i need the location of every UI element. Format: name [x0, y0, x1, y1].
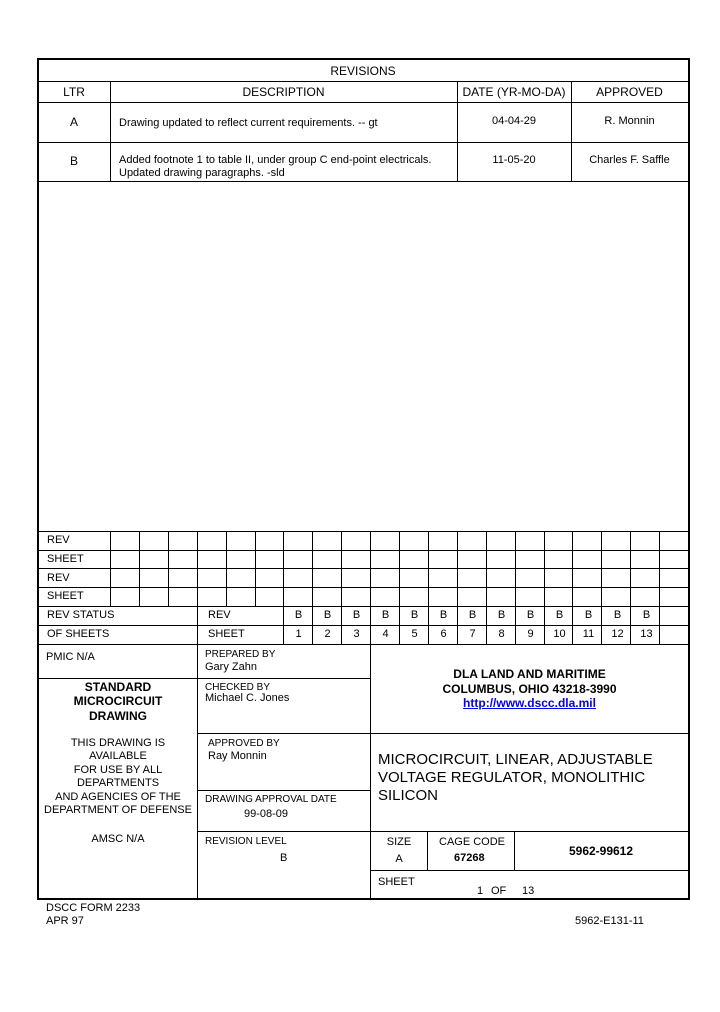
size-value: A	[395, 853, 403, 865]
rev-status-cell: B	[323, 609, 332, 621]
rev-status-cell: B	[381, 609, 390, 621]
rev-status-cell: B	[352, 609, 361, 621]
sheet-number-cell: 7	[469, 628, 476, 640]
revision-approver: Charles F. Saffle	[589, 154, 670, 166]
approval-date: 99-08-09	[244, 808, 289, 820]
sheet-of: OF	[491, 885, 507, 897]
sheet-number-cell: 13	[640, 628, 653, 640]
rev-status-cell: B	[294, 609, 303, 621]
prepared-by-label: PREPARED BY	[205, 649, 276, 660]
revisions-title: REVISIONS	[330, 64, 396, 78]
cage-code-label: CAGE CODE	[439, 836, 506, 848]
checked-by-label: CHECKED BY	[205, 682, 271, 693]
sheet-number-cell: 8	[498, 628, 505, 640]
revision-level-label: REVISION LEVEL	[205, 836, 287, 847]
rev-status-cell: B	[642, 609, 651, 621]
sheet-number-cell: 4	[382, 628, 389, 640]
approved-by-name: Ray Monnin	[208, 750, 267, 762]
microcircuit-label: MICROCIRCUIT	[73, 694, 163, 708]
approval-date-label: DRAWING APPROVAL DATE	[205, 794, 337, 805]
sheet-total: 13	[522, 885, 535, 897]
drawing-label: DRAWING	[89, 709, 147, 723]
sheet-number-cell: 6	[440, 628, 447, 640]
checked-by-name: Michael C. Jones	[205, 692, 290, 704]
revision-description-line2: Updated drawing paragraphs. -sld	[119, 167, 285, 179]
rev-status-cell: B	[468, 609, 477, 621]
revision-description: Added footnote 1 to table II, under group C end-point electricals.	[119, 154, 432, 166]
pmic-label: PMIC N/A	[46, 651, 95, 663]
availability-text: AVAILABLE	[89, 750, 147, 762]
availability-text: FOR USE BY ALL	[73, 764, 163, 776]
rev-status-cell: B	[613, 609, 622, 621]
header-ltr: LTR	[63, 85, 85, 99]
grid-rev-label: REV	[47, 534, 70, 546]
revision-date: 11-05-20	[492, 154, 536, 166]
revision-letter: B	[69, 154, 78, 168]
sheet-number: 1	[477, 885, 484, 897]
cage-code: 67268	[454, 852, 485, 864]
sheet-number-cell: 2	[324, 628, 331, 640]
border-right	[688, 58, 690, 900]
sheet-number-cell: 5	[411, 628, 418, 640]
grid-sheet-label: SHEET	[47, 553, 84, 565]
document-title: SILICON	[378, 787, 439, 804]
rev-status-cell: B	[555, 609, 564, 621]
border-bottom	[37, 898, 690, 900]
org-address: COLUMBUS, OHIO 43218-3990	[442, 682, 617, 696]
availability-text: THIS DRAWING IS	[70, 737, 166, 749]
of-sheets-label: OF SHEETS	[47, 628, 110, 640]
sheet-label: SHEET	[378, 876, 415, 888]
sheet-number-cell: 12	[611, 628, 624, 640]
distribution-code: 5962-E131-11	[575, 915, 644, 927]
sheet-number-cell: 9	[527, 628, 534, 640]
sheet-number-cell: 3	[353, 628, 360, 640]
sheet-number-cell: 10	[553, 628, 566, 640]
document-title: VOLTAGE REGULATOR, MONOLITHIC	[378, 769, 646, 786]
org-name: DLA LAND AND MARITIME	[453, 667, 606, 681]
form-number: DSCC FORM 2233	[46, 902, 141, 914]
status-sheet-label: SHEET	[208, 628, 245, 640]
revision-letter: A	[69, 115, 78, 129]
revision-date: 04-04-29	[491, 115, 537, 127]
document-title: MICROCIRCUIT, LINEAR, ADJUSTABLE	[378, 751, 653, 768]
rev-status-cell: B	[410, 609, 419, 621]
status-rev-label: REV	[208, 609, 231, 621]
availability-text: DEPARTMENT OF DEFENSE	[44, 804, 192, 816]
revision-description: Drawing updated to reflect current requirements. -- gt	[119, 117, 378, 129]
rev-status-cell: B	[439, 609, 448, 621]
form-date: APR 97	[46, 915, 84, 927]
availability-text: DEPARTMENTS	[76, 777, 160, 789]
prepared-by-name: Gary Zahn	[205, 661, 257, 673]
approved-by-label: APPROVED BY	[208, 738, 280, 749]
revision-approver: R. Monnin	[604, 115, 655, 127]
document-number: 5962-99612	[568, 844, 634, 858]
sheet-number-cell: 11	[582, 628, 595, 640]
grid-rev-label: REV	[47, 572, 70, 584]
rev-status-label: REV STATUS	[47, 609, 115, 621]
availability-text: AND AGENCIES OF THE	[55, 791, 181, 803]
standard-label: STANDARD	[84, 680, 152, 694]
border-top	[37, 58, 690, 60]
header-approved: APPROVED	[596, 85, 663, 99]
header-description: DESCRIPTION	[242, 85, 325, 99]
dscc-website-link[interactable]: http://www.dscc.dla.mil	[463, 696, 596, 710]
grid-sheet-label: SHEET	[47, 590, 84, 602]
rev-status-cell: B	[497, 609, 506, 621]
size-label: SIZE	[386, 836, 412, 848]
sheet-number-cell: 1	[295, 628, 302, 640]
rev-status-cell: B	[526, 609, 535, 621]
rev-status-cell: B	[584, 609, 593, 621]
header-date: DATE (YR-MO-DA)	[462, 85, 566, 99]
revision-level: B	[280, 852, 288, 864]
amsc-label: AMSC N/A	[91, 833, 145, 845]
